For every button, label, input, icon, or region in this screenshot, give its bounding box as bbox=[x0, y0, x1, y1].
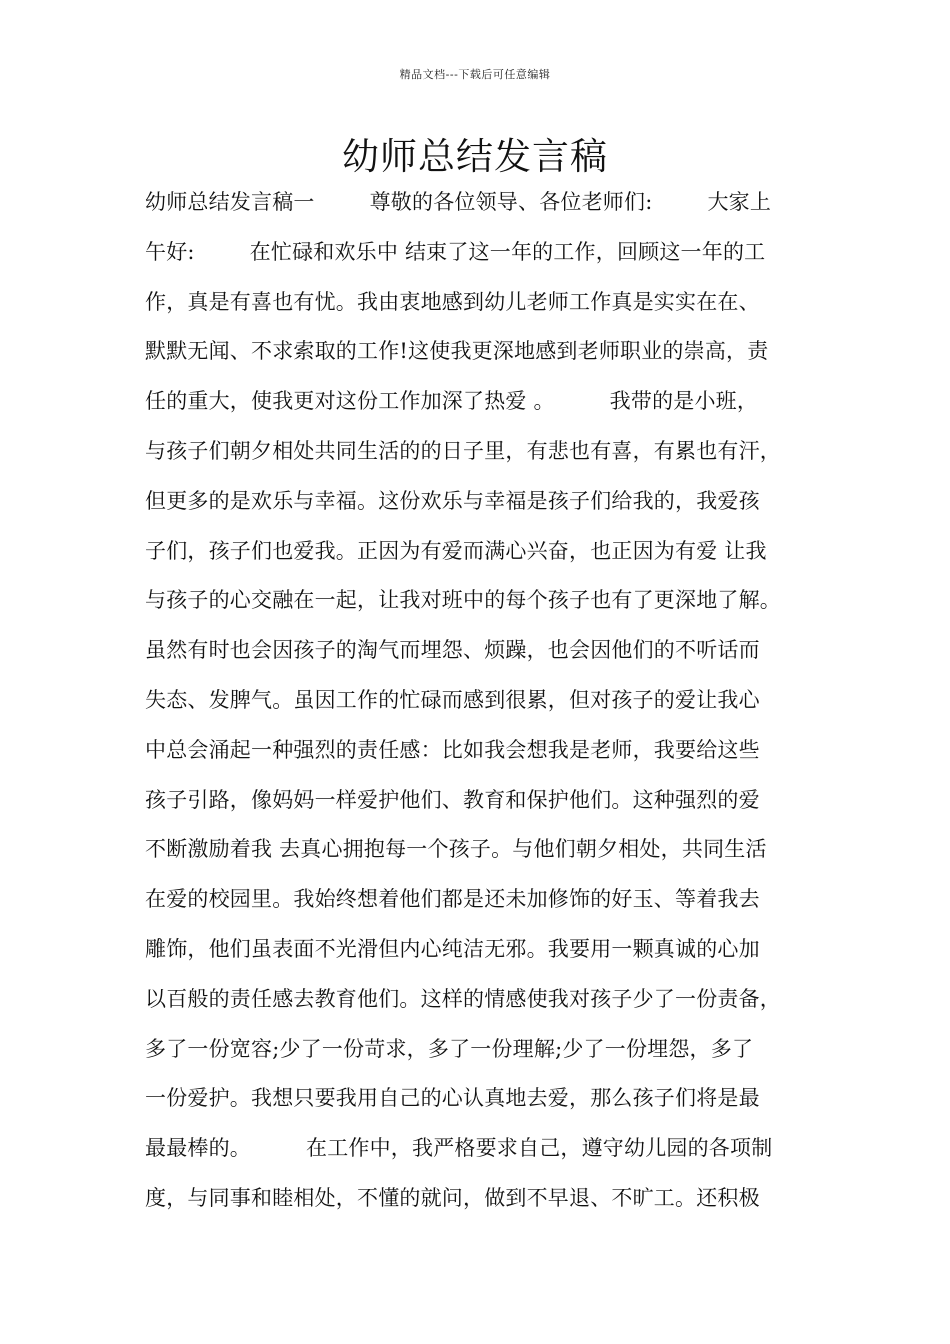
body-line: 但更多的是欢乐与幸福。这份欢乐与幸福是孩子们给我的，我爱孩 bbox=[145, 488, 760, 513]
body-line: 中总会涌起一种强烈的责任感：比如我会想我是老师，我要给这些 bbox=[145, 737, 760, 762]
document-title: 幼师总结发言稿 bbox=[342, 135, 608, 178]
body-line: 子们，孩子们也爱我。正因为有爱而满心兴奋，也正因为有爱 让我 bbox=[145, 538, 767, 563]
body-line: 任的重大，使我更对这份工作加深了热爱 。 我带的是小班， bbox=[145, 389, 759, 414]
header-note: 精品文档---下载后可任意编辑 bbox=[399, 68, 551, 81]
body-line: 最最棒的。 在工作中，我严格要求自己，遵守幼儿园的各项制 bbox=[145, 1136, 773, 1161]
body-line: 幼师总结发言稿一 尊敬的各位领导、各位老师们: 大家上 bbox=[145, 190, 772, 214]
body-line: 雕饰，他们虽表面不光滑但内心纯洁无邪。我要用一颗真诚的心加 bbox=[145, 936, 760, 961]
body-line: 孩子引路，像妈妈一样爱护他们、教育和保护他们。这种强烈的爱 bbox=[145, 787, 760, 812]
body-line: 一份爱护。我想只要我用自己的心认真地去爱，那么孩子们将是最 bbox=[145, 1086, 760, 1111]
document-body bbox=[145, 183, 825, 1229]
body-line: 与孩子们朝夕相处共同生活的的日子里，有悲也有喜，有累也有汗， bbox=[145, 438, 781, 463]
body-line: 不断激励着我 去真心拥抱每一个孩子。与他们朝夕相处，共同生活 bbox=[145, 837, 767, 862]
body-line: 默默无闻、不求索取的工作!这使我更深地感到老师职业的崇高，责 bbox=[145, 339, 769, 364]
body-line: 与孩子的心交融在一起，让我对班中的每个孩子也有了更深地了解。 bbox=[145, 588, 781, 613]
body-line: 失态、发脾气。虽因工作的忙碌而感到很累，但对孩子的爱让我心 bbox=[145, 687, 760, 712]
body-line: 度，与同事和睦相处，不懂的就问，做到不早退、不旷工。还积极 bbox=[145, 1185, 760, 1210]
body-line: 午好: 在忙碌和欢乐中 结束了这一年的工作，回顾这一年的工 bbox=[145, 239, 766, 264]
body-line: 以百般的责任感去教育他们。这样的情感使我对孩子少了一份责备， bbox=[145, 986, 781, 1011]
body-line: 作，真是有喜也有忧。我由衷地感到幼儿老师工作真是实实在在、 bbox=[145, 289, 760, 314]
body-line: 虽然有时也会因孩子的淘气而埋怨、烦躁，也会因他们的不听话而 bbox=[145, 638, 760, 663]
body-line: 多了一份宽容;少了一份苛求，多了一份理解;少了一份埋怨，多了 bbox=[145, 1036, 754, 1061]
body-line: 在爱的校园里。我始终想着他们都是还未加修饰的好玉、等着我去 bbox=[145, 887, 760, 912]
